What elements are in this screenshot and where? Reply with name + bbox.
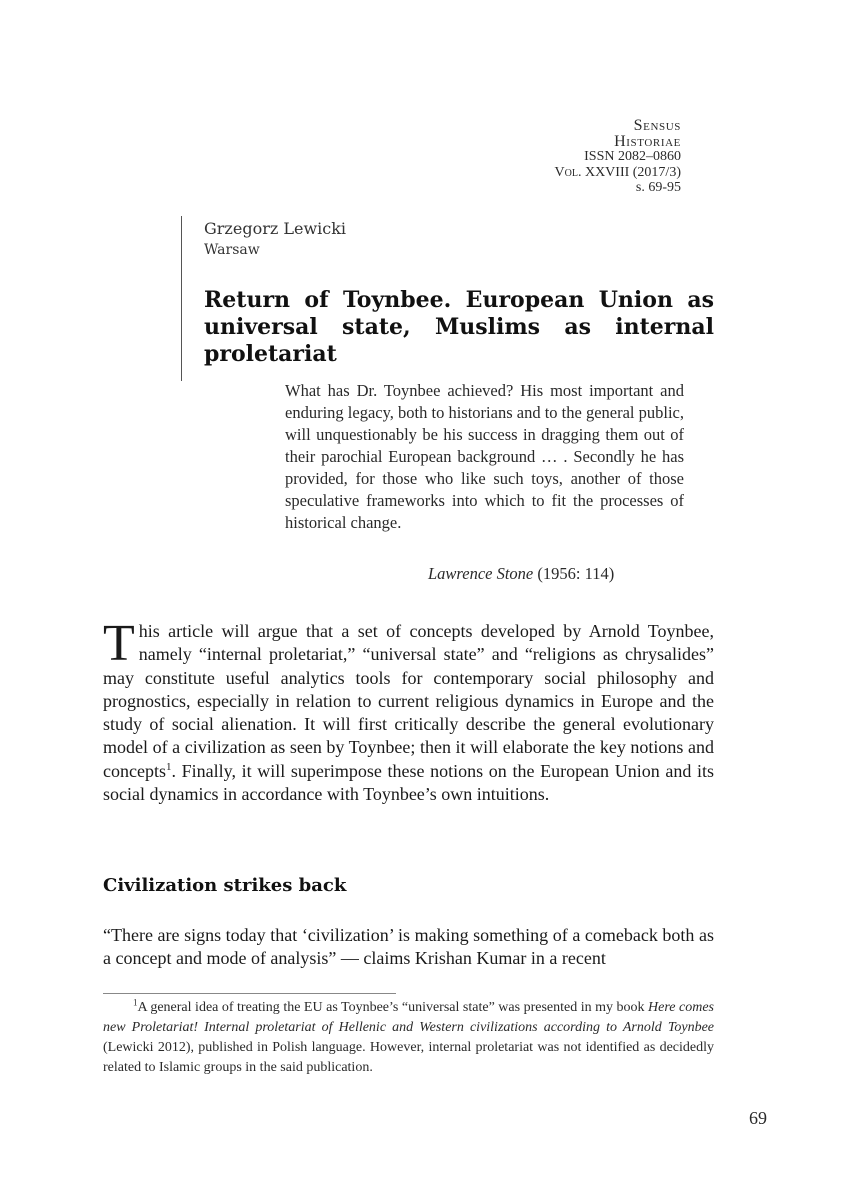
epigraph-source: (1956: 114) bbox=[537, 564, 615, 583]
section-paragraph: “There are signs today that ‘civilization’ is making something of a comeback both as a concept and mode of analysis” — claims Krishan Kumar in a recent bbox=[103, 925, 714, 969]
intro-paragraph bbox=[103, 615, 714, 806]
journal-issn: ISSN 2082–0860 bbox=[584, 149, 681, 164]
footnote-rule bbox=[103, 993, 396, 994]
footnote-text-part1: A general idea of treating the EU as Toynbee’s “universal state” was presented in my book bbox=[137, 1000, 649, 1015]
footnote bbox=[103, 998, 714, 1078]
page-number: 69 bbox=[749, 1108, 767, 1128]
title-rule bbox=[181, 216, 182, 381]
section-heading: Civilization strikes back bbox=[103, 875, 347, 896]
epigraph-attribution bbox=[428, 564, 614, 584]
author-name: Grzegorz Lewicki bbox=[204, 219, 347, 238]
epigraph-author: Lawrence Stone bbox=[428, 564, 534, 583]
journal-name-line2: Historiae bbox=[614, 132, 681, 150]
journal-header bbox=[555, 118, 681, 196]
footnote-text-part2: (Lewicki 2012), published in Polish language. However, internal proletariat was not identified as decidedly related to Islamic groups in the said publication. bbox=[103, 1040, 714, 1075]
drop-cap: T bbox=[103, 615, 135, 672]
footnote-reference[interactable]: 1 bbox=[165, 760, 172, 773]
intro-text-part1: his article will argue that a set of concepts developed by Arnold Toynbee, namely “internal proletariat,” “universal state” and “religions as chrysalides” may constitute useful analytics tools for contemporary social philosophy and prognostics, especially in relation to current religious dynamics in Europe and the study of social alienation. It will first critically describe the general evolutionary model of a civilization as seen by Toynbee; then it will elaborate the key notions and concepts bbox=[103, 621, 714, 781]
footnote-book-title: Here comes new Proletariat! Internal proletariat of Hellenic and Western civilizations according to Arnold Toynbee bbox=[103, 1000, 714, 1035]
journal-volume: Vol. XXVIII (2017/3) bbox=[554, 164, 681, 180]
author-affiliation: Warsaw bbox=[204, 242, 260, 258]
article-title: Return of Toynbee. European Union as universal state, Muslims as internal proletariat bbox=[204, 287, 714, 367]
journal-pages: s. 69-95 bbox=[635, 180, 681, 195]
epigraph-quote: What has Dr. Toynbee achieved? His most important and enduring legacy, both to historians and to the general public, will unquestionably be his success in dragging them out of their parochial European background … . Secondly he has provided, for those who like such toys, another of those speculative frameworks into which to fit the processes of historical change. bbox=[285, 381, 684, 532]
intro-text-part2: . Finally, it will superimpose these notions on the European Union and its social dynamics in accordance with Toynbee’s own intuitions. bbox=[103, 760, 714, 805]
journal-name-line1: Sensus bbox=[633, 117, 681, 134]
footnote-number: 1 bbox=[133, 997, 138, 1008]
